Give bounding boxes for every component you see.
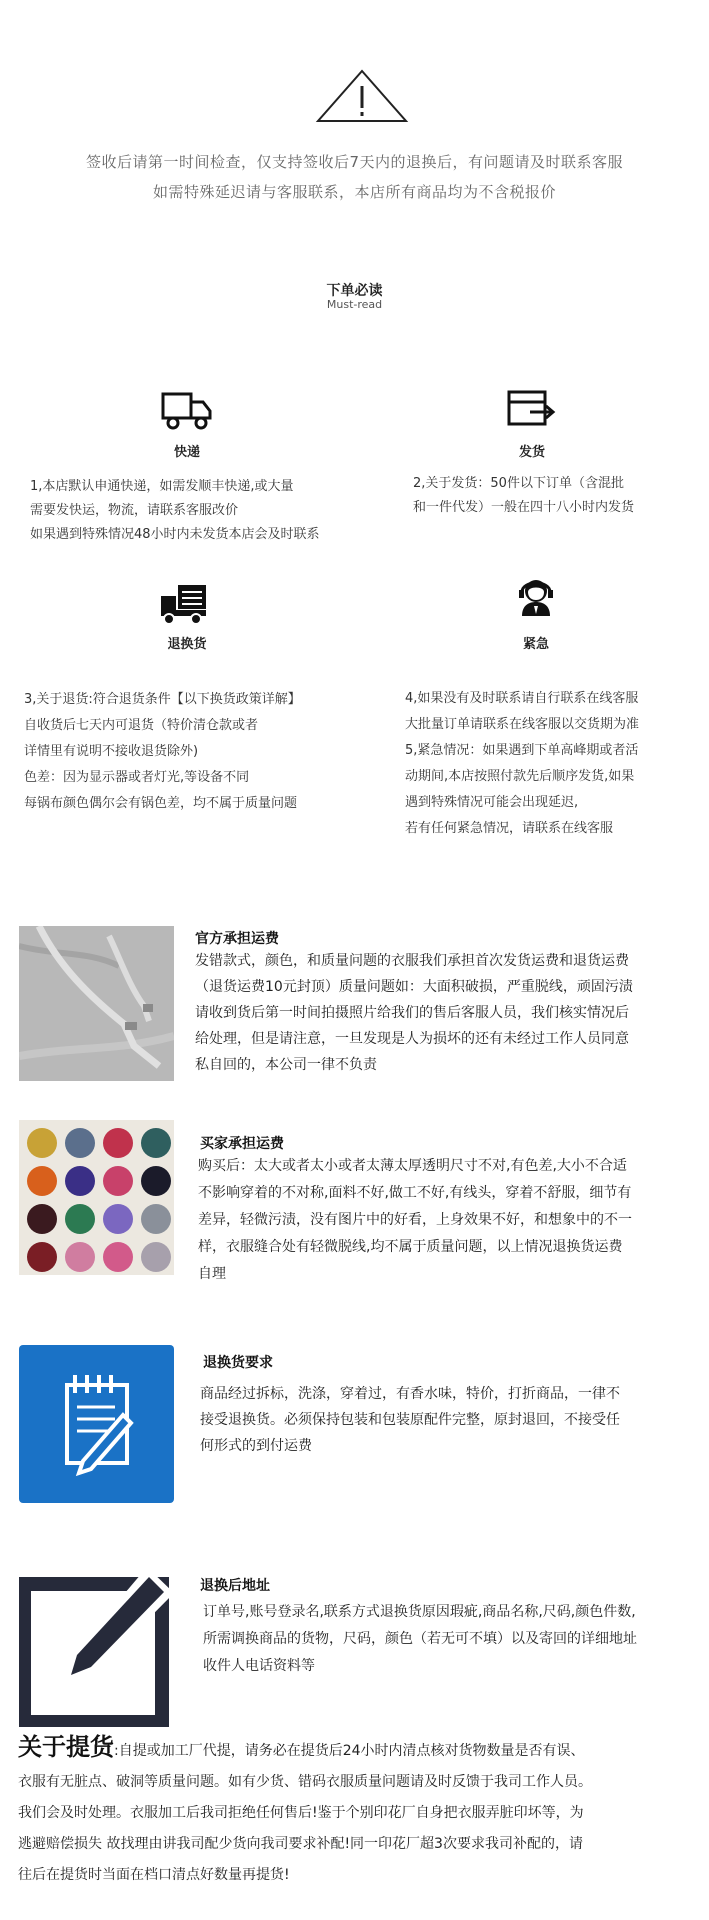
- urgent-line: 大批量订单请联系在线客服以交货期为准: [405, 717, 640, 732]
- support-agent-icon: [510, 576, 562, 620]
- return-requirements-line: 商品经过拆标，洗涤，穿着过，有香水味，特价，打折商品，一律不: [200, 1386, 620, 1402]
- returns-label: 退换货: [167, 637, 207, 652]
- return-requirements-line: 何形式的到付运费: [200, 1438, 312, 1454]
- return-truck-icon: [158, 582, 210, 626]
- urgent-line: 5,紧急情况：如果遇到下单高峰期或者活: [405, 743, 639, 758]
- express-line: 如果遇到特殊情况48小时内未发货本店会及时联系: [30, 527, 320, 542]
- return-address-line: 订单号,账号登录名,联系方式退换货原因瑕疵,商品名称,尺码,颜色件数,: [203, 1604, 636, 1620]
- must-read-title: 下单必读: [326, 283, 383, 299]
- buyer-freight-title: 买家承担运费: [200, 1136, 284, 1152]
- color-swatch: [27, 1128, 57, 1158]
- official-freight-line: 发错款式，颜色，和质量问题的衣服我们承担首次发货运费和退货运费: [195, 953, 629, 969]
- pickup-line: 我们会及时处理。衣服加工后我司拒绝任何售后!鉴于个别印花厂自身把衣服弄脏印坏等，为: [18, 1805, 584, 1821]
- color-swatch: [141, 1128, 171, 1158]
- color-swatch: [141, 1204, 171, 1234]
- urgent-text: [405, 686, 639, 842]
- color-swatch: [27, 1204, 57, 1234]
- shipping-line: 2,关于发货：50件以下订单（含混批: [413, 476, 624, 491]
- box-arrow-icon: [506, 388, 558, 432]
- return-address-title: 退换后地址: [200, 1578, 270, 1594]
- buyer-freight-line: 购买后：太大或者太小或者太薄太厚透明尺寸不对,有色差,大小不合适: [198, 1158, 627, 1174]
- shipping-line: 和一件代发）一般在四十八小时内发货: [413, 500, 635, 515]
- returns-line: 3,关于退货:符合退货条件【以下换货政策详解】: [24, 692, 301, 707]
- return-requirements-line: 接受退换货。必须保持包装和包装原配件完整，原封退回，不接受任: [200, 1412, 620, 1428]
- urgent-line: 动期间,本店按照付款先后顺序发货,如果: [405, 769, 635, 784]
- pencil-edit-icon: [19, 1567, 174, 1727]
- color-swatch: [103, 1242, 133, 1272]
- returns-line: 每锅布颜色偶尔会有锅色差，均不属于质量问题: [24, 796, 298, 811]
- notice-line-2: 如需特殊延迟请与客服联系，本店所有商品均为不含税报价: [152, 183, 556, 201]
- fabric-drawstring-photo: [19, 926, 174, 1081]
- color-swatch-card-photo: [19, 1120, 174, 1275]
- urgent-line: 4,如果没有及时联系请自行联系在线客服: [405, 691, 639, 706]
- buyer-freight-line: 自理: [198, 1266, 226, 1282]
- buyer-freight-line: 差异，轻微污渍，没有图片中的好看，上身效果不好，和想象中的不一: [198, 1212, 632, 1228]
- return-requirements-title: 退换货要求: [203, 1355, 273, 1371]
- returns-line: 色差：因为显示器或者灯光,等设备不同: [24, 770, 250, 785]
- color-swatch: [65, 1166, 95, 1196]
- pickup-heading: 关于提货: [18, 1733, 114, 1761]
- notice-line-1: 签收后请第一时间检查，仅支持签收后7天内的退换后，有问题请及时联系客服: [85, 153, 624, 171]
- returns-text: [24, 687, 301, 817]
- buyer-freight-line: 不影响穿着的不对称,面料不好,做工不好,有线头，穿着不舒服，细节有: [198, 1185, 632, 1201]
- color-swatch: [65, 1242, 95, 1272]
- warning-triangle-icon: [315, 68, 409, 124]
- color-swatch: [103, 1204, 133, 1234]
- urgent-label: 紧急: [522, 637, 549, 652]
- official-freight-title: 官方承担运费: [195, 931, 279, 947]
- return-address-line: 收件人电话资料等: [203, 1658, 315, 1674]
- return-address-text: [203, 1599, 637, 1680]
- buyer-freight-line: 样，衣服缝合处有轻微脱线,均不属于质量问题，以上情况退换货运费: [198, 1239, 623, 1255]
- express-text: [30, 475, 320, 547]
- return-requirements-text: [200, 1381, 620, 1459]
- pickup-paragraph: [18, 1732, 698, 1891]
- pickup-line: :自提或加工厂代提，请务必在提货后24小时内清点核对货物数量是否有误、: [114, 1743, 585, 1759]
- color-swatch: [27, 1242, 57, 1272]
- color-swatch: [65, 1128, 95, 1158]
- buyer-freight-text: [198, 1153, 632, 1288]
- urgent-line: 若有任何紧急情况，请联系在线客服: [405, 821, 614, 836]
- color-swatch: [27, 1166, 57, 1196]
- shipping-text: [413, 472, 634, 520]
- pickup-line: 往后在提货时当面在档口清点好数量再提货!: [18, 1867, 290, 1883]
- express-line: 需要发快运，物流，请联系客服改价: [30, 503, 239, 518]
- pickup-line: 衣服有无脏点、破洞等质量问题。如有少货、错码衣服质量问题请及时反馈于我司工作人员。: [18, 1774, 592, 1790]
- urgent-line: 遇到特殊情况可能会出现延迟,: [405, 795, 579, 810]
- express-line: 1,本店默认申通快递，如需发顺丰快递,或大量: [30, 479, 294, 494]
- returns-line: 自收货后七天内可退货（特价清仓款或者: [24, 718, 259, 733]
- official-freight-text: [195, 948, 633, 1078]
- color-swatch: [141, 1166, 171, 1196]
- color-swatch: [141, 1242, 171, 1272]
- official-freight-line: 给处理，但是请注意，一旦发现是人为损坏的还有未经过工作人员同意: [195, 1031, 629, 1047]
- document-edit-icon: [19, 1345, 174, 1503]
- express-label: 快递: [173, 445, 200, 460]
- return-address-line: 所需调换商品的货物，尺码，颜色（若无可不填）以及寄回的详细地址: [203, 1631, 637, 1647]
- official-freight-line: （退货运费10元封顶）质量问题如：大面积破损，严重脱线，顽固污渍: [195, 979, 633, 995]
- official-freight-line: 私自回的，本公司一律不负责: [195, 1057, 377, 1073]
- must-read-subtitle: Must-read: [326, 298, 383, 311]
- color-swatch: [103, 1128, 133, 1158]
- shipping-label: 发货: [518, 445, 545, 460]
- color-swatch: [65, 1204, 95, 1234]
- delivery-truck-icon: [161, 388, 213, 432]
- pickup-first-line: [18, 1732, 698, 1767]
- returns-line: 详情里有说明不接收退货除外): [24, 744, 199, 759]
- color-swatch: [103, 1166, 133, 1196]
- official-freight-line: 请收到货后第一时间拍摄照片给我们的售后客服人员，我们核实情况后: [195, 1005, 629, 1021]
- pickup-line: 逃避赔偿损失 故找理由讲我司配少货向我司要求补配!同一印花厂超3次要求我司补配的，请: [18, 1836, 583, 1852]
